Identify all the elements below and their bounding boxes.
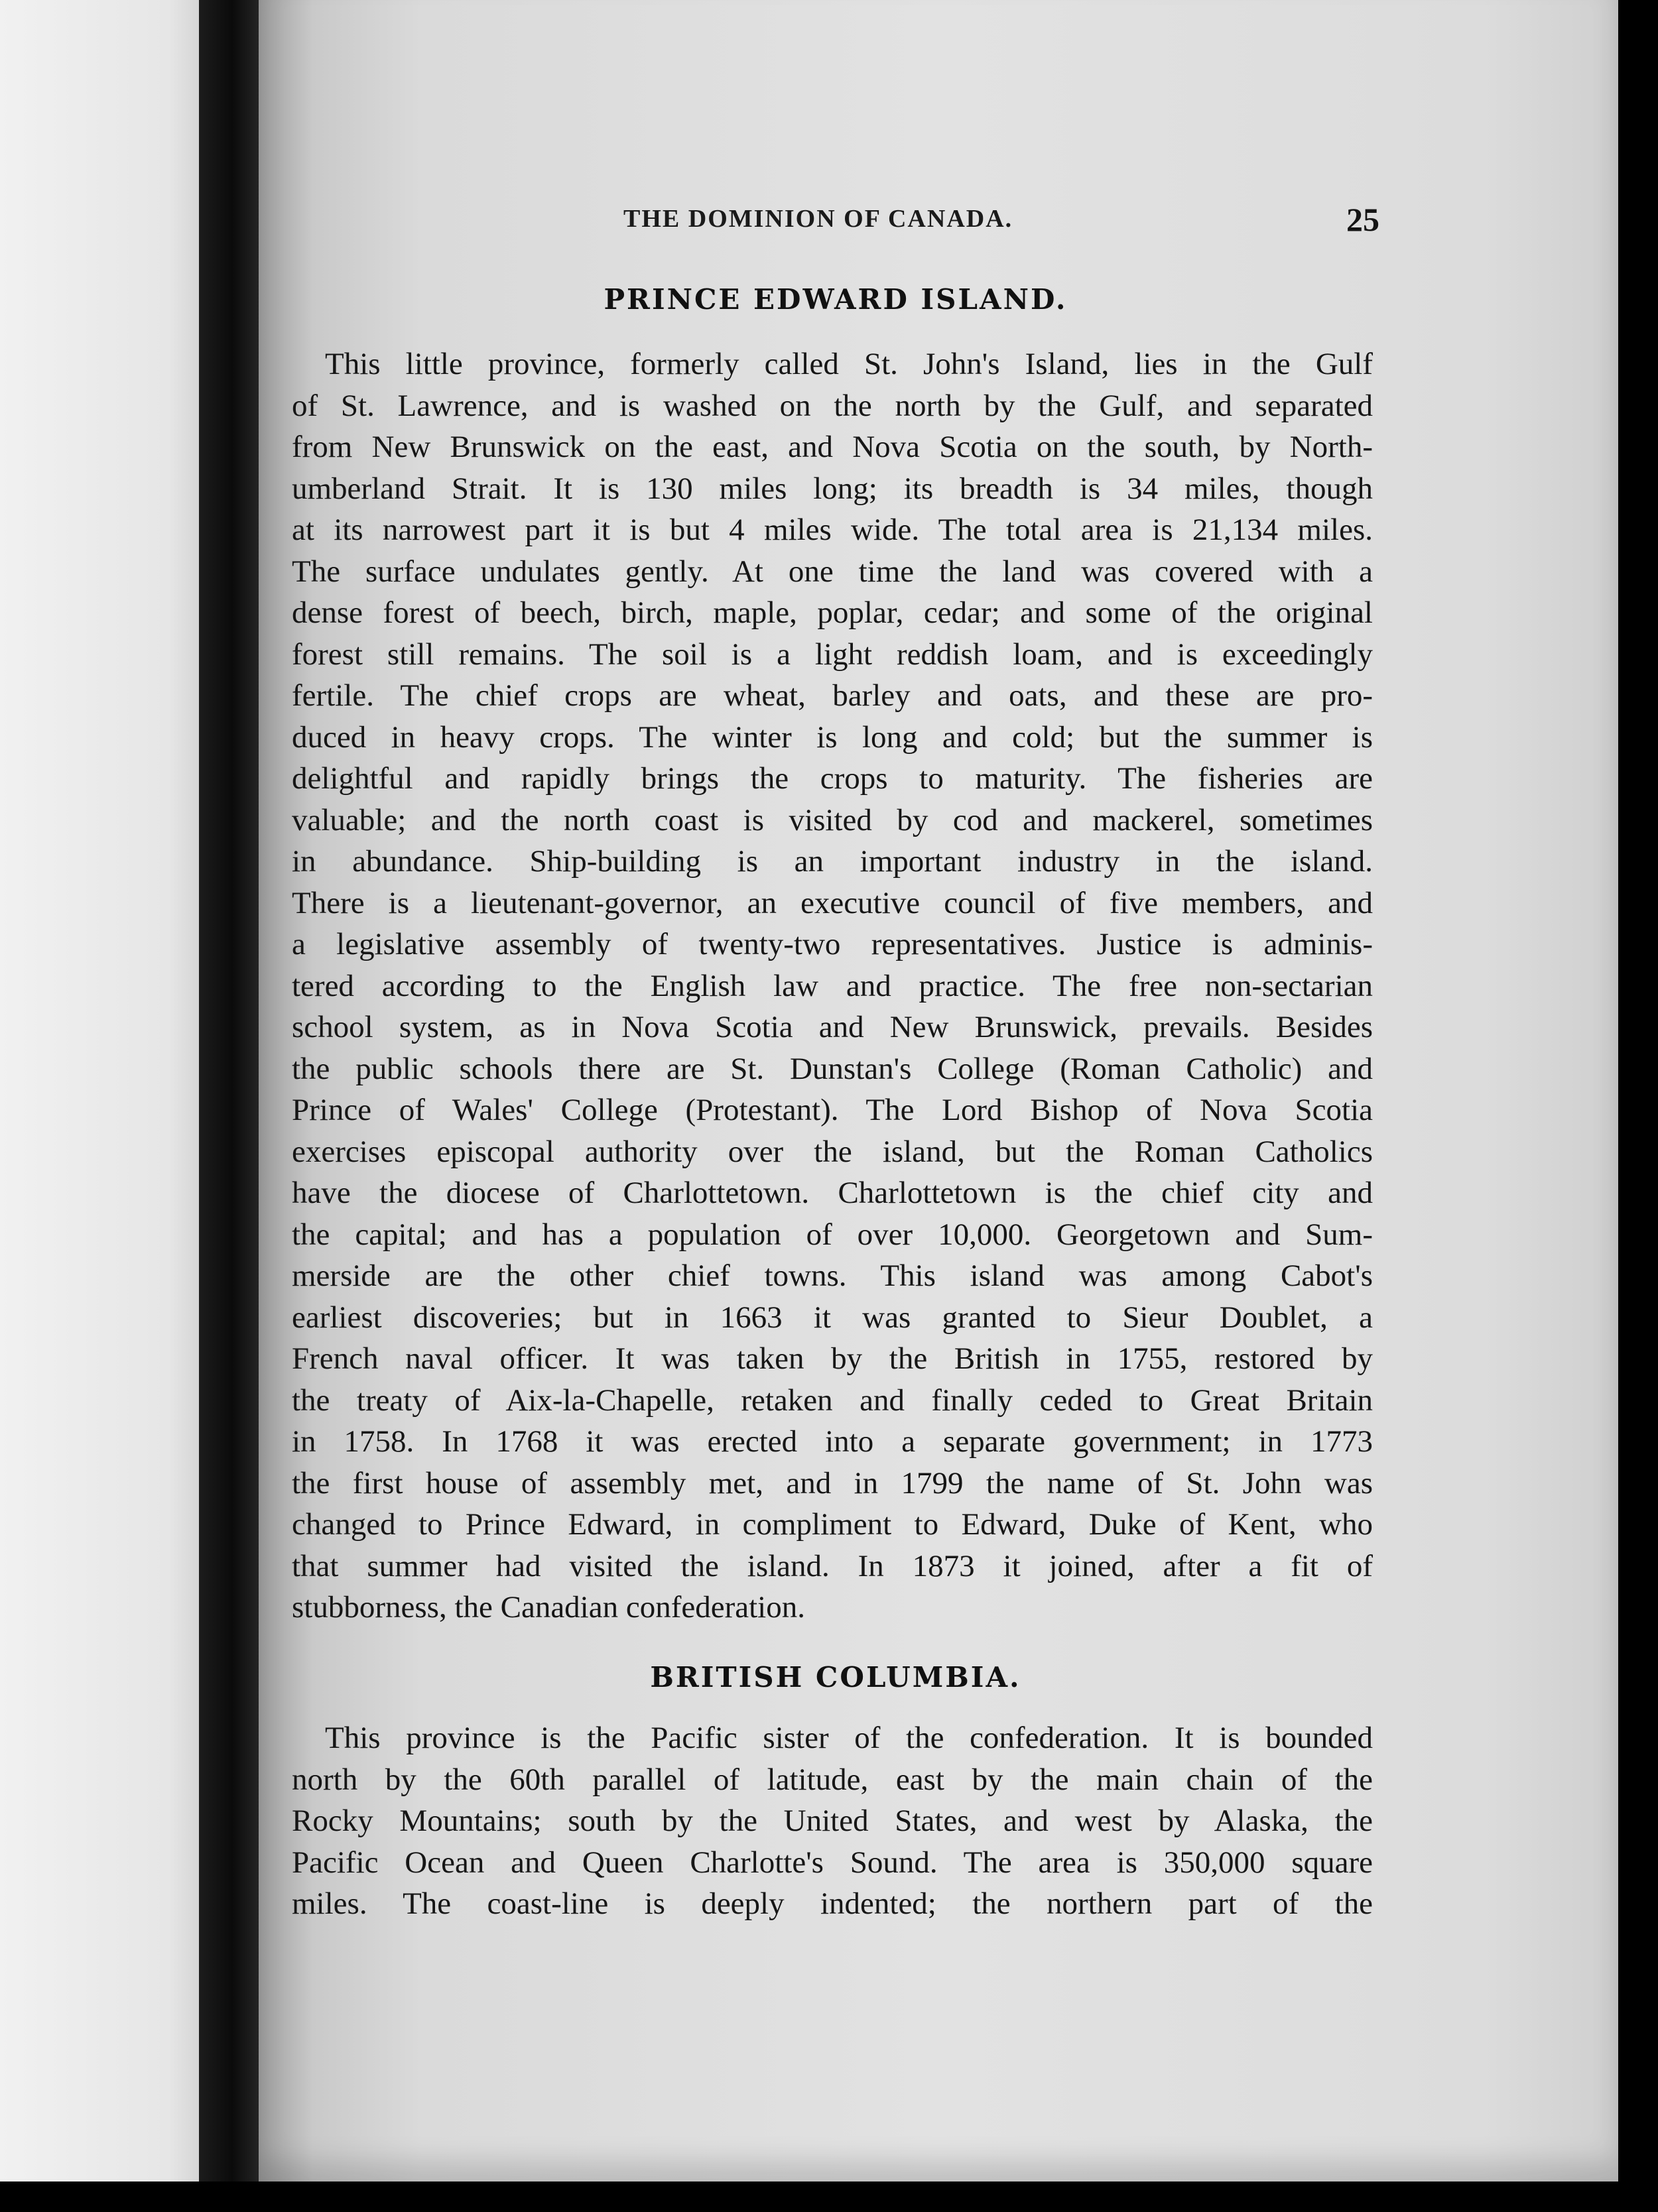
text-line: dense forest of beech, birch, maple, poplar, cedar; and some of the original [292,595,1373,630]
text-line: the public schools there are St. Dunstan's College (Roman Catholic) and [292,1051,1373,1086]
facing-page-edge [0,0,211,2181]
text-line: earliest discoveries; but in 1663 it was granted to Sieur Doublet, a [292,1300,1373,1335]
text-line: from New Brunswick on the east, and Nova Scotia on the south, by North- [292,430,1373,464]
text-line: The surface undulates gently. At one time the land was covered with a [292,554,1373,589]
text-line: exercises episcopal authority over the island, but the Roman Catholics [292,1134,1373,1169]
text-line: Pacific Ocean and Queen Charlotte's Sound. The area is 350,000 square [292,1845,1373,1880]
text-line: merside are the other chief towns. This island was among Cabot's [292,1259,1373,1293]
text-line: the capital; and has a population of over 10,000. Georgetown and Sum- [292,1217,1373,1252]
text-line: forest still remains. The soil is a light reddish loam, and is exceedingly [292,637,1373,672]
scan-border-right [1618,0,1658,2212]
section-heading-prince-edward-island: PRINCE EDWARD ISLAND. [604,283,1068,316]
text-line: at its narrowest part it is but 4 miles wide. The total area is 21,134 miles. [292,513,1373,547]
scan-border-bottom [0,2181,1658,2212]
section-body-prince-edward-island [292,343,1373,1628]
text-line: duced in heavy crops. The winter is long and cold; but the summer is [292,719,1373,755]
text-line: a legislative assembly of twenty-two representatives. Justice is adminis- [292,927,1373,961]
text-line: tered according to the English law and practice. The free non-sectarian [292,968,1373,1003]
text-line: that summer had visited the island. In 1873 it joined, after a fit of [292,1548,1373,1583]
text-line: fertile. The chief crops are wheat, barley and oats, and these are pro- [292,678,1373,713]
text-line: There is a lieutenant-governor, an executive council of five members, and [292,885,1373,920]
text-line: changed to Prince Edward, in compliment to Edward, Duke of Kent, who [292,1507,1373,1542]
section-body-british-columbia [292,1717,1373,1925]
text-line: have the diocese of Charlottetown. Charlottetown is the chief city and [292,1176,1373,1210]
text-line: in abundance. Ship-building is an important industry in the island. [292,844,1373,879]
text-line: north by the 60th parallel of latitude, east by the main chain of the [292,1762,1373,1797]
text-line: stubborness, the Canadian confederation. [292,1590,805,1625]
text-line: of St. Lawrence, and is washed on the north by the Gulf, and separated [292,388,1373,423]
text-line: umberland Strait. It is 130 miles long; its breadth is 34 miles, though [292,471,1373,506]
text-line: in 1758. In 1768 it was erected into a separate government; in 1773 [292,1424,1373,1459]
page-number: 25 [1346,201,1379,238]
running-title: THE DOMINION OF CANADA. [623,205,1013,233]
section-heading-british-columbia: BRITISH COLUMBIA. [650,1661,1021,1693]
text-line: This province is the Pacific sister of the confederation. It is bounded [325,1721,1373,1755]
running-head [365,201,1379,251]
text-line: delightful and rapidly brings the crops to maturity. The fisheries are [292,761,1373,796]
text-line: miles. The coast-line is deeply indented; the northern part of the [292,1886,1373,1921]
text-line: French naval officer. It was taken by the British in 1755, restored by [292,1341,1373,1376]
text-line: the treaty of Aix-la-Chapelle, retaken and finally ceded to Great Britain [292,1382,1373,1418]
text-line: Rocky Mountains; south by the United States, and west by Alaska, the [292,1804,1373,1838]
book-gutter [199,0,265,2212]
text-line: the first house of assembly met, and in 1799 the name of St. John was [292,1465,1373,1501]
text-line: This little province, formerly called St. John's Island, lies in the Gulf [325,347,1373,381]
text-line: valuable; and the north coast is visited by cod and mackerel, sometimes [292,802,1373,837]
text-line: school system, as in Nova Scotia and New Brunswick, prevails. Besides [292,1010,1373,1044]
text-line: Prince of Wales' College (Protestant). The Lord Bishop of Nova Scotia [292,1093,1373,1127]
